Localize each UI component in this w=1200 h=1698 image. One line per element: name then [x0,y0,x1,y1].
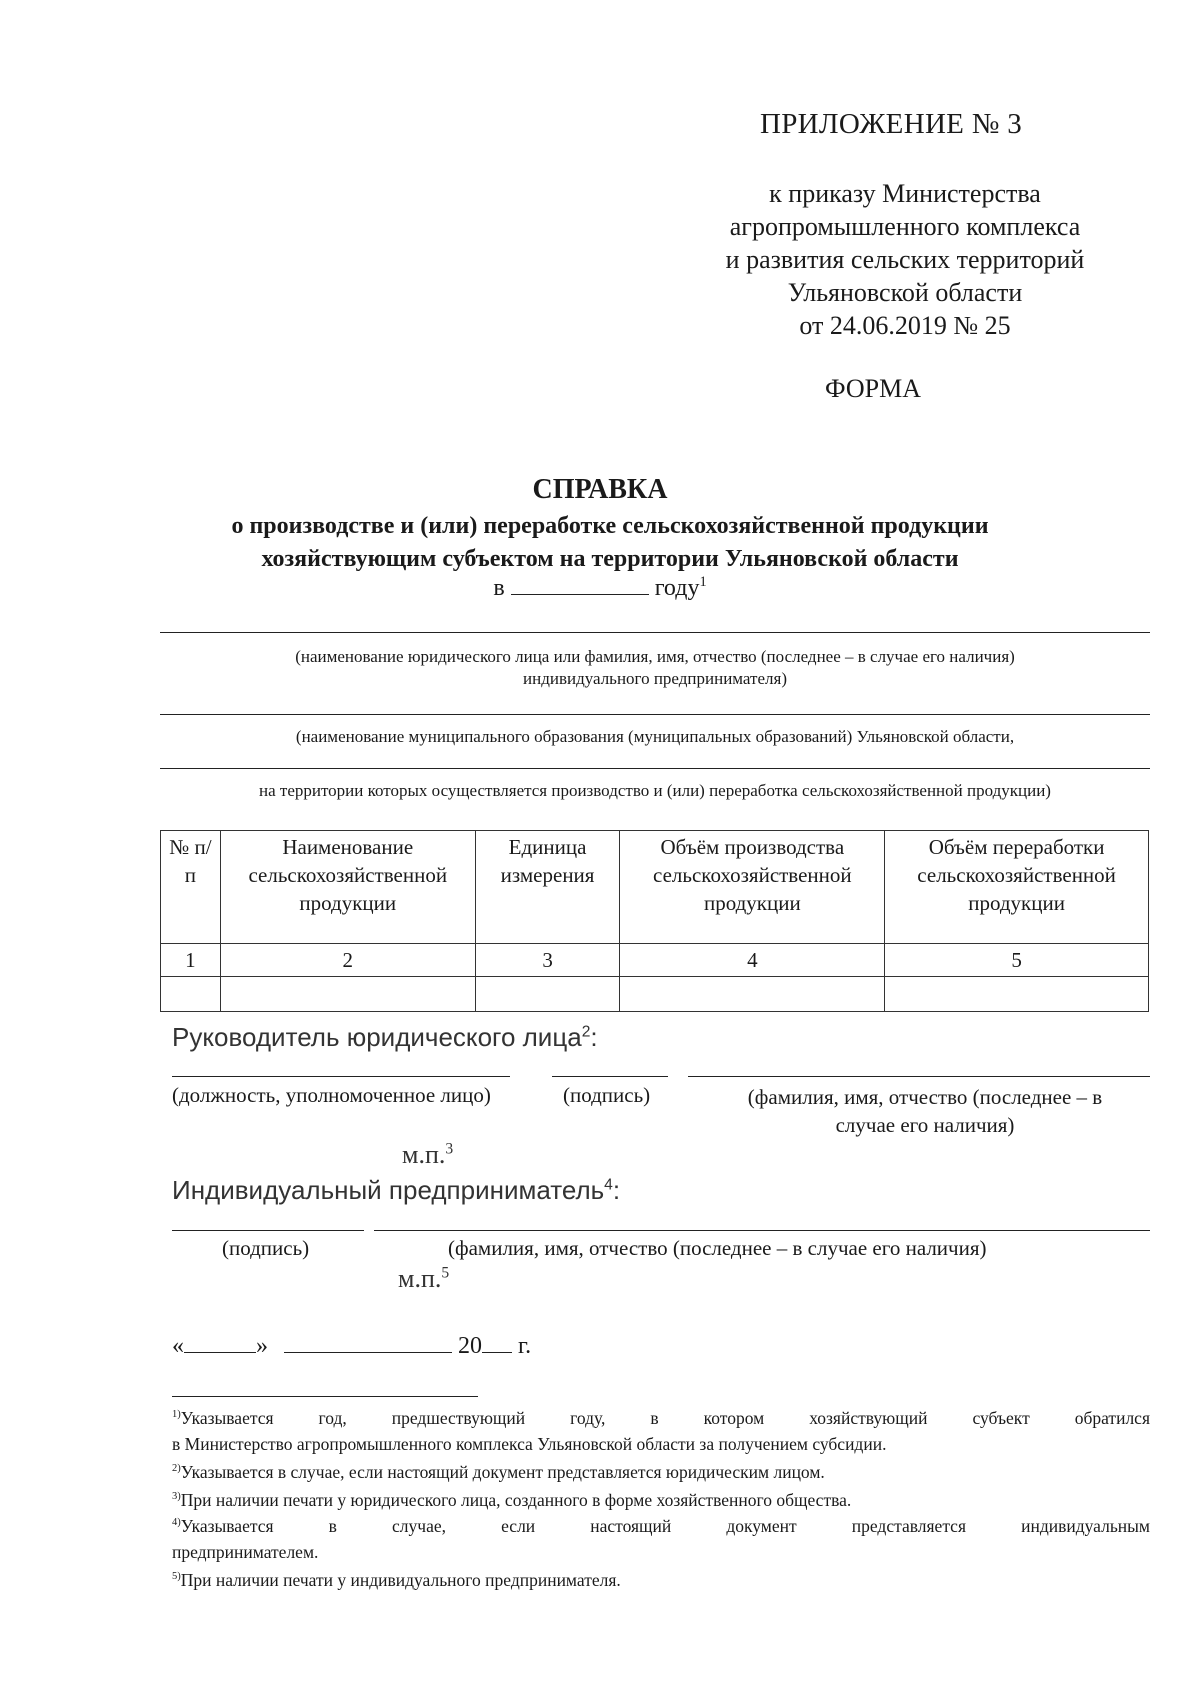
table-cell[interactable] [885,977,1149,1012]
entity-caption-line: (наименование юридического лица или фамилия, имя, отчество (последнее – в случае его наличия) [295,647,1015,666]
document-subtitle [120,510,1100,576]
year-line [150,574,1050,602]
entity-caption-line: индивидуального предпринимателя) [523,669,787,688]
footnote-separator [172,1396,478,1397]
footnote-1-continuation: в Министерство агропромышленного комплекса Ульяновской области за получением субсидии. [172,1434,887,1454]
form-label: ФОРМА [825,374,921,403]
subtitle-line: хозяйствующим субъектом на территории Ульяновской области [261,546,959,572]
full-name-line[interactable] [688,1076,1150,1077]
appendix-line: и развития сельских территорий [725,245,1085,274]
municipality-line[interactable] [160,714,1150,715]
appendix-line: Ульяновской области [787,278,1023,307]
year-suffix: г. [518,1333,532,1359]
footnote-ref: 1 [699,574,707,590]
column-number: 2 [220,944,475,977]
appendix-line: от 24.06.2019 № 25 [799,311,1011,340]
close-quote: » [256,1333,268,1359]
subtitle-line: о производстве и (или) переработке сельскохозяйственной продукции [231,513,989,539]
colon: : [612,1175,621,1205]
table-cell[interactable] [220,977,475,1012]
full-name-caption-line: случае его наличия) [835,1113,1015,1137]
footnote-3 [172,1487,1150,1513]
footnote-5 [172,1567,1150,1593]
table-cell[interactable] [620,977,885,1012]
footnote-ref: 5 [441,1264,450,1282]
entrepreneur-name-line[interactable] [374,1230,1150,1231]
footnote-mark: 3) [172,1491,181,1503]
appendix-order-reference [700,177,1110,342]
municipality-caption: (наименование муниципального образования (муниципальных образований) Ульяновской области, [295,727,1015,746]
entrepreneur-signature-line[interactable] [172,1230,364,1231]
entity-name-line[interactable] [160,632,1150,633]
footnote-ref: 3 [445,1140,454,1158]
legal-entity-label-text: Руководитель юридического лица [172,1022,582,1052]
table-header-row [161,831,1149,944]
header-production-volume: Объём производства сельскохозяйственной продукции [620,831,885,944]
stamp-text: м.п. [398,1264,442,1293]
footnote-4 [172,1513,1150,1539]
month-blank-field[interactable] [284,1334,452,1353]
date-line [172,1333,531,1360]
position-line[interactable] [172,1076,510,1077]
year-blank-field[interactable] [511,574,649,595]
production-table [160,830,1149,1012]
footnote-ref: 2 [581,1023,591,1041]
entrepreneur-label-text: Индивидуальный предприниматель [172,1175,605,1205]
table-cell[interactable] [475,977,620,1012]
footnote-ref: 4 [604,1176,613,1194]
footnote-text: При наличии печати у индивидуального предпринимателя. [180,1570,621,1590]
day-blank-field[interactable] [184,1334,256,1353]
table-number-row [161,944,1149,977]
entity-caption [160,646,1150,690]
position-caption: (должность, уполномоченное лицо) [172,1083,491,1107]
entrepreneur-name-caption: (фамилия, имя, отчество (последнее – в случае его наличия) [448,1236,987,1260]
column-number: 3 [475,944,620,977]
footnote-1 [172,1405,1150,1431]
table-cell[interactable] [161,977,221,1012]
header-product-name: Наименование сельскохозяйственной продукции [220,831,475,944]
footnote-text: Указывается в случае, если настоящий документ представляется юридическим лицом. [180,1462,825,1482]
appendix-title: ПРИЛОЖЕНИЕ № 3 [760,108,1023,140]
footnote-text: Указывается в случае, если настоящий документ представляется индивидуальным [180,1516,1150,1536]
column-number: 4 [620,944,885,977]
document-title: СПРАВКА [532,474,668,505]
appendix-line: агропромышленного комплекса [729,212,1081,241]
open-quote: « [172,1333,184,1359]
appendix-line: к приказу Министерства [769,179,1041,208]
stamp-place [402,1140,453,1170]
territory-caption: на территории которых осуществляется производство и (или) переработка сельскохозяйственной продукции) [259,781,1051,800]
column-number: 5 [885,944,1149,977]
footnote-mark: 1) [172,1409,181,1421]
table-row [161,977,1149,1012]
signature-line[interactable] [552,1076,668,1077]
entrepreneur-stamp-place [398,1264,449,1294]
year-prefix: 20 [458,1333,482,1359]
date-year-blank-field[interactable] [482,1334,512,1353]
footnote-mark: 2) [172,1463,181,1475]
footnote-text: При наличии печати у юридического лица, созданного в форме хозяйственного общества. [180,1490,852,1510]
stamp-text: м.п. [402,1140,446,1169]
signature-caption: (подпись) [563,1083,651,1107]
full-name-caption-line: (фамилия, имя, отчество (последнее – в [747,1085,1103,1109]
footnote-text: Указывается год, предшествующий году, в котором хозяйствующий субъект обратился [180,1408,1150,1428]
header-processing-volume: Объём переработки сельскохозяйственной продукции [885,831,1149,944]
footnote-mark: 4) [172,1517,181,1529]
year-prefix: в [493,575,505,601]
entrepreneur-signature-caption: (подпись) [222,1236,310,1260]
colon: : [590,1022,598,1052]
full-name-caption [700,1083,1150,1139]
column-number: 1 [161,944,221,977]
footnote-mark: 5) [172,1571,181,1583]
entrepreneur-label [172,1175,620,1206]
header-number: № п/п [161,831,221,944]
footnote-2 [172,1459,1150,1485]
footnote-4-continuation: предпринимателем. [172,1542,319,1562]
legal-entity-label [172,1022,598,1053]
territory-line[interactable] [160,768,1150,769]
header-unit: Единица измерения [475,831,620,944]
year-suffix: году [654,575,700,601]
